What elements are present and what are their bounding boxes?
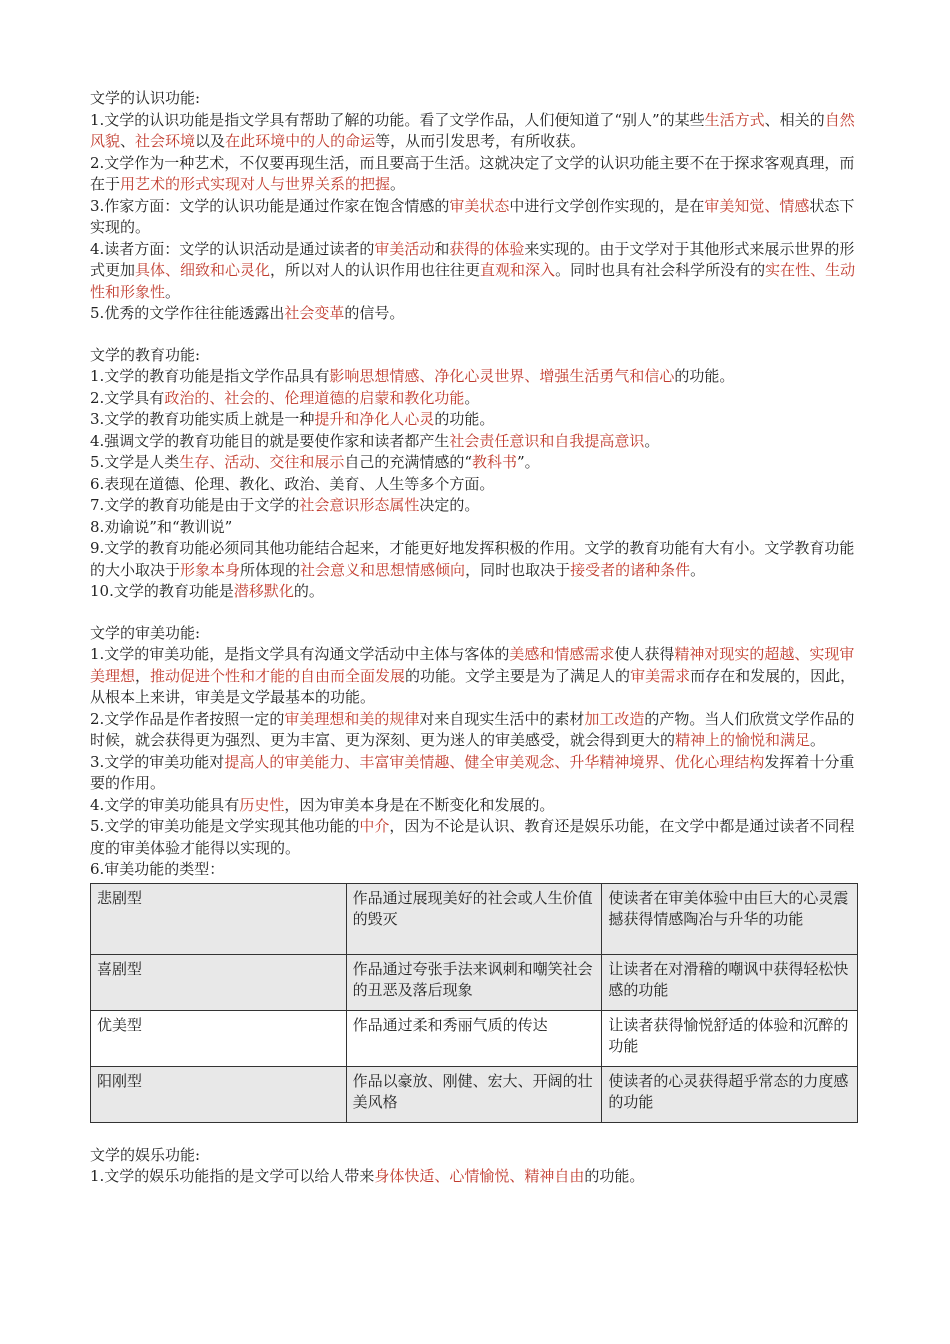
text-run: 3.作家方面：文学的认识功能是通过作家在饱含情感的 [90, 196, 450, 215]
paragraph [90, 538, 862, 581]
text-run: 7.文学的教育功能是由于文学的 [90, 496, 300, 514]
text-run: 5.优秀的文学作往往能透露出 [90, 304, 285, 322]
text-run: 4.强调文学的教育功能目的就是要使作家和读者都产生 [90, 431, 450, 450]
table-cell: 使读者的心灵获得超乎常态的力度感的功能 [602, 1066, 858, 1122]
highlighted-text: 社会环境 [135, 132, 196, 150]
paragraph [90, 495, 862, 517]
section-education [90, 345, 862, 603]
text-run: ，因为不论是认识、教育还是娱乐功能，在文学中都是通过读者不同程度的审美体验才能得以实现的。 [90, 817, 855, 857]
highlighted-text: 历史性 [239, 795, 285, 814]
text-run: 等，从而引发思考，有所收获。 [375, 132, 586, 150]
table-cell: 阳刚型 [91, 1066, 347, 1122]
highlighted-text: 精神对现实的超越、实现审美理想 [90, 645, 855, 685]
text-run: 。 [165, 282, 181, 301]
text-run: 3.文学的审美功能对 [90, 752, 225, 771]
highlighted-text: 影响思想情感、净化心灵世界、增强生活勇气和信心 [329, 367, 675, 385]
text-run: 。 [390, 175, 406, 193]
highlighted-text: 接受者的诸种条件 [570, 560, 691, 579]
section-heading: 文学的认识功能: [90, 89, 201, 107]
text-run: 的信号。 [344, 304, 405, 322]
highlighted-text: 社会责任意识和自我提高意识 [449, 431, 645, 450]
text-run: 的产物。当人们欣赏文学作品的时候，就会获得更为强烈、更为丰富、更为深刻、更为迷人的审美感受，就会得到更大的 [90, 709, 855, 749]
table-cell: 使读者在审美体验中由巨大的心灵震撼获得情感陶冶与升华的功能 [602, 883, 858, 954]
table-cell: 作品以豪放、刚健、宏大、开阔的壮美风格 [346, 1066, 602, 1122]
text-run: 的功能。 [674, 367, 735, 385]
paragraph [90, 795, 862, 817]
highlighted-text: 在此环境中的人的命运 [225, 132, 376, 150]
text-run: 6.表现在道德、伦理、教化、政治、美育、人生等多个方面。 [90, 474, 495, 493]
text-run: 3.文学的教育功能实质上就是一种 [90, 410, 315, 428]
table-cell: 作品通过夸张手法来讽刺和嘲笑社会的丑恶及落后现象 [346, 954, 602, 1010]
table-cell: 让读者在对滑稽的嘲讽中获得轻松快感的功能 [602, 954, 858, 1010]
paragraph [90, 303, 862, 325]
highlighted-text: 加工改造 [584, 709, 645, 728]
text-run: 4.读者方面：文学的认识活动是通过读者的 [90, 239, 375, 258]
highlighted-text: 自然风貌 [90, 110, 855, 150]
highlighted-text: 推动促进个性和才能的自由而全面发展 [150, 666, 406, 685]
text-run: 、 [120, 132, 136, 150]
paragraph [90, 452, 862, 474]
highlighted-text: 教科书 [472, 453, 518, 471]
text-run: 8.劝谕说”和“教训说” [90, 517, 233, 536]
text-run: 的。 [293, 582, 324, 600]
text-run: 使人获得 [614, 645, 675, 663]
highlighted-text: 精神上的愉悦和满足 [675, 731, 811, 749]
table-cell: 作品通过展现美好的社会或人生价值的毁灭 [346, 883, 602, 954]
highlighted-text: 社会意义和思想情感倾向 [300, 560, 466, 579]
table-cell: 让读者获得愉悦舒适的体验和沉醉的功能 [602, 1010, 858, 1066]
highlighted-text: 政治的、社会的、伦理道德的启蒙和教化功能 [164, 388, 465, 407]
paragraph [90, 644, 862, 709]
text-run: 2.文学作品是作者按照一定的 [90, 709, 285, 728]
text-run: 1.文学的教育功能是指文学作品具有 [90, 367, 330, 385]
paragraph [90, 517, 862, 539]
text-run: 决定的。 [419, 496, 480, 514]
highlighted-text: 审美知觉、情感 [704, 196, 810, 215]
highlighted-text: 提升和净化人心灵 [314, 410, 435, 428]
table-row [91, 954, 858, 1010]
text-run: 5.文学是人类 [90, 453, 180, 471]
text-run: 5.文学的审美功能是文学实现其他功能的 [90, 817, 360, 835]
aesthetic-types-table [90, 883, 858, 1123]
text-run: 以及 [195, 132, 226, 150]
highlighted-text: 审美活动 [374, 239, 435, 258]
highlighted-text: 审美状态 [449, 196, 510, 215]
text-run: 6.审美功能的类型： [90, 860, 225, 878]
section-recognition [90, 88, 862, 325]
table-row [91, 1010, 858, 1066]
table-row [91, 883, 858, 954]
highlighted-text: 生存、活动、交往和展示 [179, 453, 345, 471]
text-run: 的功能。 [584, 1167, 645, 1185]
text-run: 。 [690, 560, 706, 579]
paragraph [90, 581, 862, 603]
section-entertainment [90, 1145, 862, 1188]
text-run: 、相关的 [764, 110, 825, 129]
text-run: ，同时也取决于 [465, 560, 571, 579]
table-cell: 优美型 [91, 1010, 347, 1066]
highlighted-text: 具体、细致和心灵化 [135, 261, 271, 279]
table-cell: 作品通过柔和秀丽气质的传达 [346, 1010, 602, 1066]
text-run: 状态下实现的。 [90, 196, 855, 236]
text-run: 而存在和发展的，因此，从根本上来讲，审美是文学最基本的功能。 [90, 666, 856, 706]
paragraph [90, 366, 862, 388]
text-run: 。 [644, 431, 660, 450]
highlighted-text: 实在性、生动性和形象性 [90, 261, 856, 301]
text-run: 。同时也具有社会科学所没有的 [555, 261, 766, 279]
table-cell: 喜剧型 [91, 954, 347, 1010]
highlighted-text: 中介 [359, 817, 390, 835]
text-run: 的功能。文学主要是为了满足人的 [405, 666, 631, 685]
text-run: 发挥着十分重要的作用。 [90, 752, 855, 792]
paragraph [90, 816, 862, 859]
text-run: 10.文学的教育功能是 [90, 582, 234, 600]
table-cell: 悲剧型 [91, 883, 347, 954]
highlighted-text: 审美理想和美的规律 [284, 709, 420, 728]
paragraph [90, 388, 862, 410]
highlighted-text: 提高人的审美能力、丰富审美情趣、健全审美观念、升华精神境界、优化心理结构 [224, 752, 765, 771]
text-run: 和 [434, 239, 450, 258]
text-run: 2.文学作为一种艺术，不仅要再现生活，而且要高于生活。这就决定了文学的认识功能主要不在于探求客观真理，而在于 [90, 153, 855, 193]
text-run: ， [135, 666, 151, 685]
text-run: ”。 [517, 453, 540, 471]
document-page [90, 88, 862, 1208]
text-run: 自己的充满情感的“ [344, 453, 472, 471]
text-run: 。 [464, 388, 480, 407]
paragraph [90, 859, 862, 881]
text-run: 对来自现实生活中的素材 [419, 709, 585, 728]
highlighted-text: 生活方式 [704, 110, 765, 129]
highlighted-text: 美感和情感需求 [509, 645, 615, 663]
text-run: 1.文学的娱乐功能指的是文学可以给人带来 [90, 1167, 375, 1185]
text-run: 4.文学的审美功能具有 [90, 795, 240, 814]
highlighted-text: 审美需求 [630, 666, 691, 685]
highlighted-text: 潜移默化 [233, 582, 294, 600]
highlighted-text: 获得的体验 [449, 239, 525, 258]
highlighted-text: 形象本身 [180, 560, 241, 579]
text-run: 。 [810, 731, 826, 749]
section-heading: 文学的教育功能: [90, 345, 201, 364]
paragraph [90, 709, 862, 752]
highlighted-text: 社会变革 [284, 304, 345, 322]
text-run: 来实现的。由于文学对于其他形式来展示世界的形式更加 [90, 239, 855, 279]
paragraph [90, 110, 862, 153]
text-run: 1.文学的审美功能，是指文学具有沟通文学活动中主体与客体的 [90, 645, 510, 663]
paragraph [90, 752, 862, 795]
highlighted-text: 用艺术的形式实现对人与世界关系的把握 [120, 175, 391, 193]
text-run: 1.文学的认识功能是指文学具有帮助了解的功能。看了文学作品，人们便知道了“别人”的某些 [90, 110, 705, 129]
text-run: 2.文学具有 [90, 388, 165, 407]
paragraph [90, 431, 862, 453]
section-heading: 文学的审美功能: [90, 623, 201, 642]
highlighted-text: 直观和深入 [480, 261, 556, 279]
highlighted-text: 身体快适、心情愉悦、精神自由 [374, 1167, 585, 1185]
paragraph [90, 239, 862, 304]
table-row [91, 1066, 858, 1122]
paragraph [90, 1166, 862, 1188]
section-heading: 文学的娱乐功能: [90, 1145, 201, 1164]
text-run: 中进行文学创作实现的，是在 [509, 196, 705, 215]
text-run: 9.文学的教育功能必须同其他功能结合起来，才能更好地发挥积极的作用。文学的教育功能有大有小。文学教育功能的大小取决于 [90, 539, 855, 579]
text-run: ，因为审美本身是在不断变化和发展的。 [284, 795, 555, 814]
paragraph [90, 474, 862, 496]
paragraph [90, 409, 862, 431]
text-run: 所体现的 [240, 560, 301, 579]
text-run: 的功能。 [434, 410, 495, 428]
paragraph [90, 196, 862, 239]
section-aesthetic [90, 623, 862, 1123]
paragraph [90, 153, 862, 196]
highlighted-text: 社会意识形态属性 [299, 496, 420, 514]
text-run: ，所以对人的认识作用也往往更 [270, 261, 481, 279]
